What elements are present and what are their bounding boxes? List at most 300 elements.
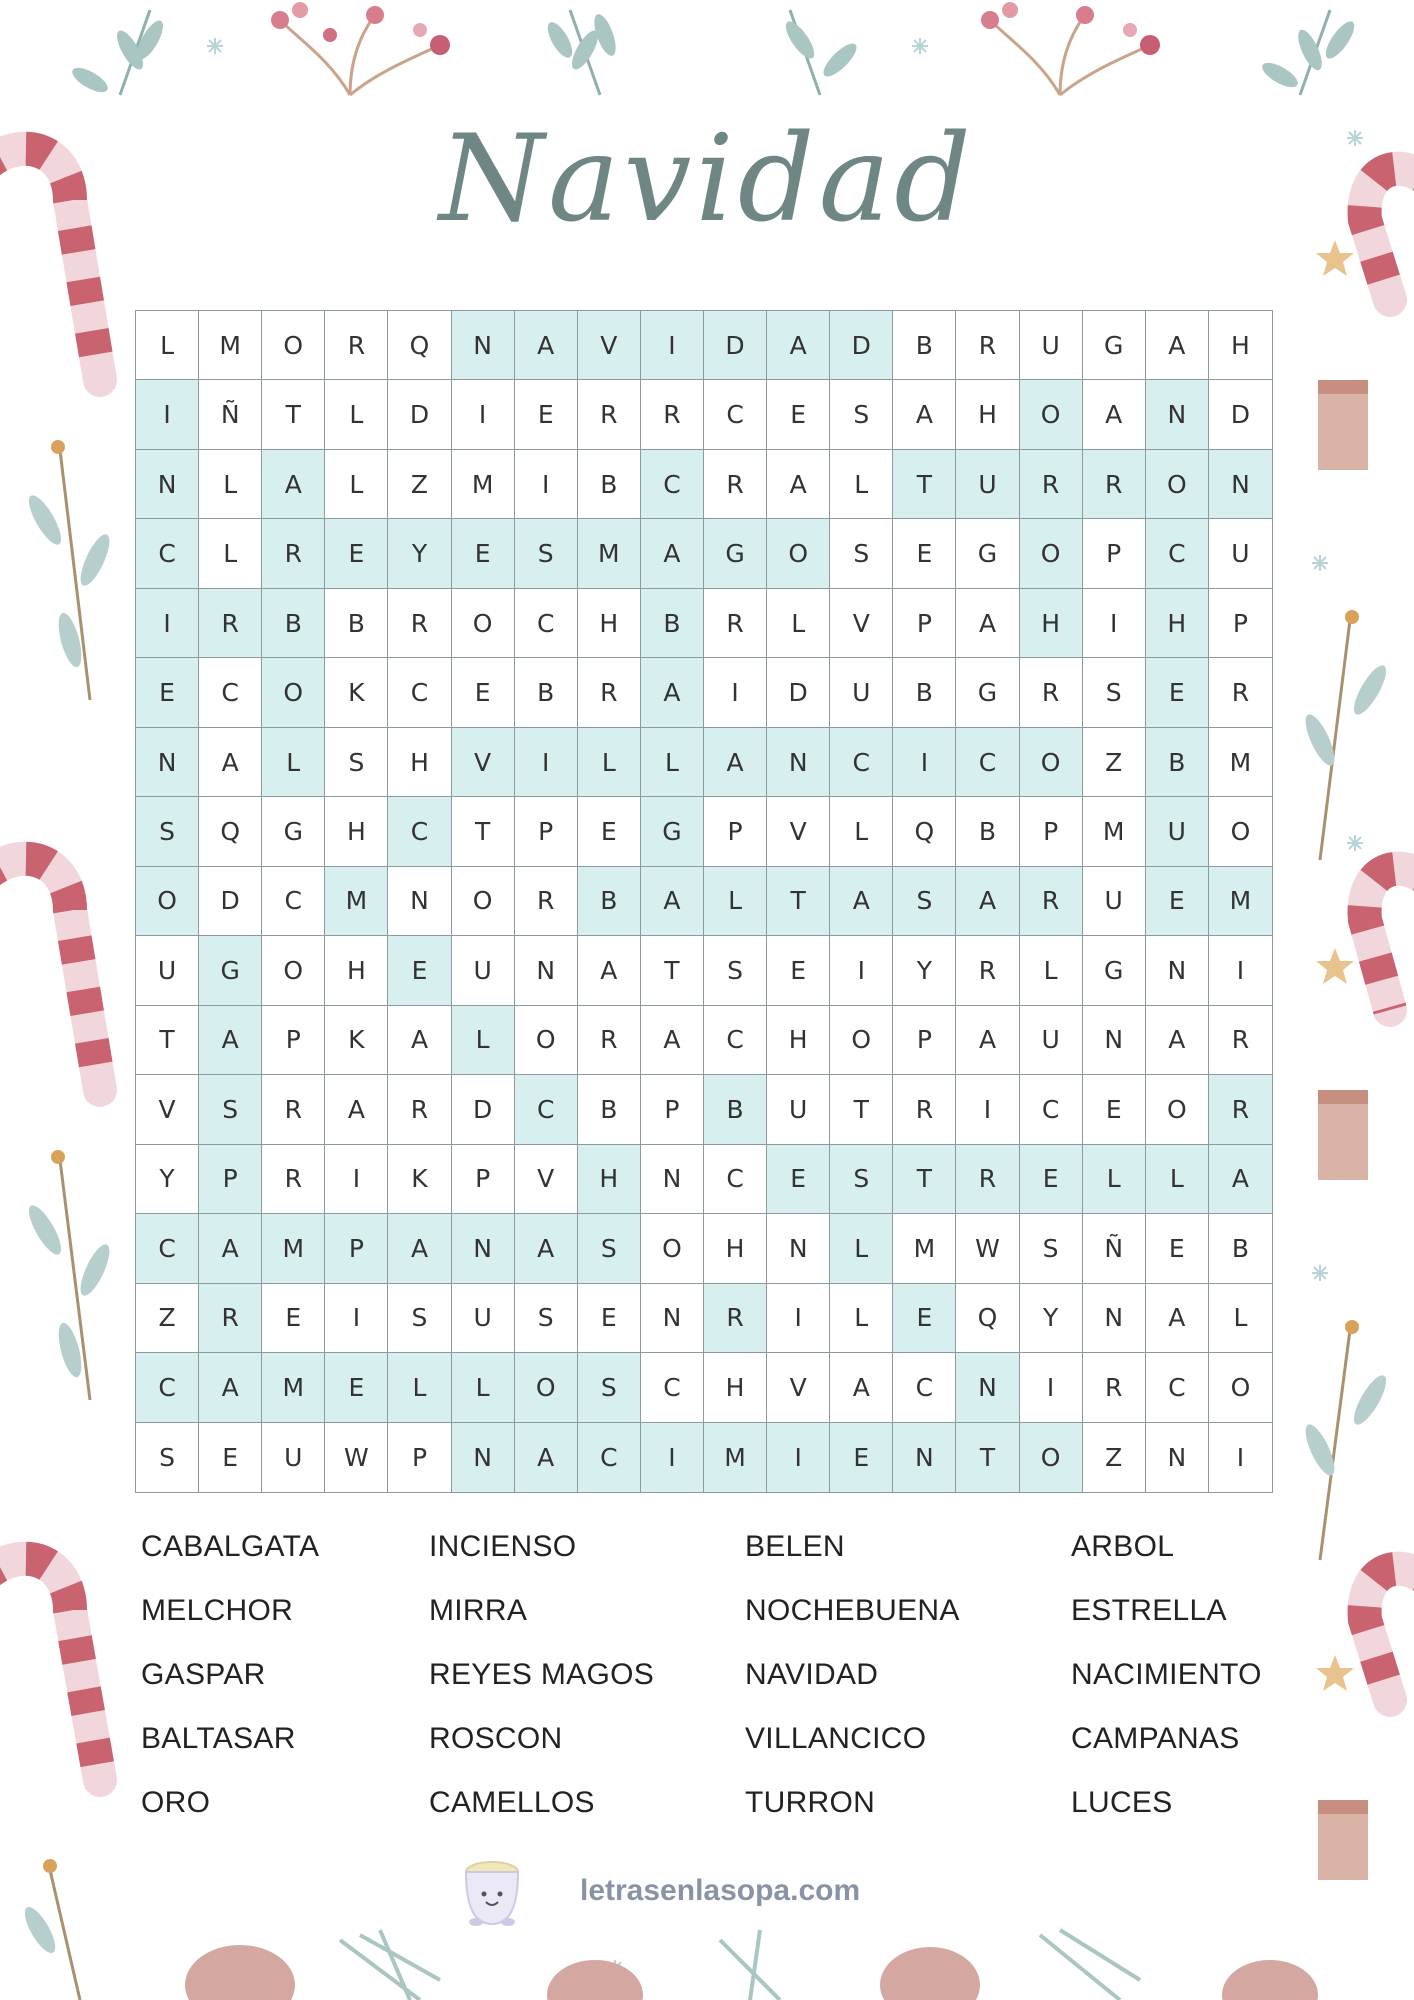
grid-cell: B <box>578 450 641 519</box>
grid-cell: G <box>956 658 1019 727</box>
grid-cell: C <box>704 1006 767 1075</box>
grid-cell: I <box>956 1075 1019 1144</box>
word-list-item: CAMPANAS <box>1071 1722 1240 1755</box>
grid-cell: R <box>262 1075 325 1144</box>
grid-cell: R <box>1020 867 1083 936</box>
grid-cell: C <box>704 1145 767 1214</box>
grid-cell: E <box>452 519 515 588</box>
grid-cell: B <box>1209 1214 1272 1283</box>
grid-cell: A <box>262 450 325 519</box>
grid-cell: C <box>136 1214 199 1283</box>
grid-cell: S <box>1020 1214 1083 1283</box>
grid-cell: U <box>956 450 1019 519</box>
grid-cell: N <box>767 1214 830 1283</box>
grid-cell: L <box>767 589 830 658</box>
grid-cell: O <box>830 1006 893 1075</box>
grid-cell: Z <box>1083 728 1146 797</box>
grid-cell: I <box>515 450 578 519</box>
grid-cell: I <box>136 380 199 449</box>
grid-cell: E <box>767 1145 830 1214</box>
grid-cell: H <box>325 797 388 866</box>
grid-cell: R <box>199 1284 262 1353</box>
grid-cell: N <box>956 1353 1019 1422</box>
grid-cell: P <box>893 589 956 658</box>
grid-cell: I <box>136 589 199 658</box>
gift-box-icon <box>1318 380 1368 470</box>
grid-cell: L <box>1083 1145 1146 1214</box>
grid-cell: S <box>1083 658 1146 727</box>
grid-cell: O <box>1146 450 1209 519</box>
grid-cell: G <box>956 519 1019 588</box>
grid-cell: A <box>956 867 1019 936</box>
grid-cell: L <box>136 311 199 380</box>
grid-cell: A <box>515 1214 578 1283</box>
grid-cell: D <box>388 380 451 449</box>
grid-cell: E <box>830 1423 893 1492</box>
grid-cell: H <box>1209 311 1272 380</box>
leaf-branch-icon <box>23 1150 115 1400</box>
grid-cell: E <box>388 936 451 1005</box>
grid-cell: C <box>515 589 578 658</box>
grid-cell: P <box>515 797 578 866</box>
grid-cell: C <box>704 380 767 449</box>
word-list-item: ROSCON <box>429 1722 563 1755</box>
grid-cell: A <box>767 311 830 380</box>
grid-cell: A <box>830 1353 893 1422</box>
grid-cell: A <box>388 1006 451 1075</box>
grid-cell: P <box>452 1145 515 1214</box>
grid-cell: C <box>1020 1075 1083 1144</box>
word-list-item: ARBOL <box>1071 1530 1175 1563</box>
word-list-item: MIRRA <box>429 1594 528 1627</box>
grid-cell: N <box>452 311 515 380</box>
grid-cell: P <box>1020 797 1083 866</box>
grid-cell: U <box>1083 867 1146 936</box>
grid-cell: N <box>452 1214 515 1283</box>
grid-cell: E <box>1083 1075 1146 1144</box>
grid-cell: E <box>1020 1145 1083 1214</box>
grid-cell: M <box>325 867 388 936</box>
grid-cell: T <box>262 380 325 449</box>
leaf-branch-icon <box>23 440 115 700</box>
grid-cell: L <box>830 797 893 866</box>
grid-cell: N <box>515 936 578 1005</box>
grid-cell: I <box>325 1145 388 1214</box>
grid-cell: N <box>1083 1006 1146 1075</box>
grid-cell: S <box>515 519 578 588</box>
grid-cell: B <box>262 589 325 658</box>
grid-cell: I <box>767 1284 830 1353</box>
grid-cell: I <box>1020 1353 1083 1422</box>
grid-cell: A <box>1146 1006 1209 1075</box>
grid-cell: N <box>1146 380 1209 449</box>
grid-cell: I <box>830 936 893 1005</box>
grid-cell: L <box>452 1353 515 1422</box>
grid-cell: O <box>452 589 515 658</box>
leaf-branch-icon <box>543 10 620 95</box>
grid-cell: A <box>515 311 578 380</box>
grid-cell: O <box>1020 380 1083 449</box>
grid-cell: R <box>578 658 641 727</box>
grid-cell: O <box>515 1006 578 1075</box>
grid-cell: G <box>262 797 325 866</box>
grid-cell: T <box>136 1006 199 1075</box>
word-list-item: CAMELLOS <box>429 1786 595 1819</box>
grid-cell: P <box>1083 519 1146 588</box>
grid-cell: R <box>893 1075 956 1144</box>
grid-cell: M <box>1209 728 1272 797</box>
grid-cell: L <box>199 519 262 588</box>
grid-cell: D <box>199 867 262 936</box>
grid-cell: R <box>325 311 388 380</box>
grid-cell: A <box>1146 1284 1209 1353</box>
grid-cell: E <box>893 519 956 588</box>
berry-sprig-icon <box>271 2 450 95</box>
grid-cell: N <box>641 1145 704 1214</box>
grid-cell: E <box>1146 658 1209 727</box>
grid-cell: P <box>641 1075 704 1144</box>
grid-cell: T <box>641 936 704 1005</box>
grid-cell: D <box>1209 380 1272 449</box>
grid-cell: I <box>641 1423 704 1492</box>
grid-cell: R <box>388 1075 451 1144</box>
grid-cell: A <box>388 1214 451 1283</box>
grid-cell: V <box>452 728 515 797</box>
grid-cell: S <box>136 1423 199 1492</box>
grid-cell: S <box>578 1214 641 1283</box>
grid-cell: Q <box>956 1284 1019 1353</box>
grid-cell: G <box>1083 311 1146 380</box>
grid-cell: I <box>325 1284 388 1353</box>
grid-cell: N <box>136 450 199 519</box>
grid-cell: O <box>1209 797 1272 866</box>
grid-cell: C <box>893 1353 956 1422</box>
grid-cell: S <box>136 797 199 866</box>
grid-cell: P <box>262 1006 325 1075</box>
berry-sprig-icon <box>981 2 1160 95</box>
grid-cell: L <box>1146 1145 1209 1214</box>
candy-cane-icon <box>1365 1569 1414 1700</box>
grid-cell: N <box>1146 936 1209 1005</box>
gift-box-icon <box>1318 1090 1368 1180</box>
grid-cell: H <box>1146 589 1209 658</box>
grid-cell: R <box>578 380 641 449</box>
grid-cell: R <box>1020 450 1083 519</box>
grid-cell: V <box>515 1145 578 1214</box>
grid-cell: B <box>515 658 578 727</box>
grid-cell: A <box>578 936 641 1005</box>
grid-cell: R <box>956 1145 1019 1214</box>
word-search-grid <box>135 310 1273 1493</box>
grid-cell: I <box>1209 936 1272 1005</box>
word-list-item: BALTASAR <box>141 1722 296 1755</box>
grid-cell: S <box>830 380 893 449</box>
grid-cell: B <box>578 867 641 936</box>
grid-cell: S <box>199 1075 262 1144</box>
grid-cell: M <box>893 1214 956 1283</box>
grid-cell: A <box>830 867 893 936</box>
grid-cell: L <box>641 728 704 797</box>
leaf-branch-icon <box>69 10 168 97</box>
candy-cane-icon <box>1365 869 1414 1010</box>
grid-cell: E <box>1146 867 1209 936</box>
grid-cell: B <box>1146 728 1209 797</box>
grid-cell: C <box>956 728 1019 797</box>
grid-cell: N <box>452 1423 515 1492</box>
grid-cell: C <box>515 1075 578 1144</box>
grid-cell: A <box>641 658 704 727</box>
grid-cell: O <box>1020 519 1083 588</box>
word-list-item: NACIMIENTO <box>1071 1658 1262 1691</box>
grid-cell: V <box>136 1075 199 1144</box>
grid-cell: L <box>452 1006 515 1075</box>
grid-cell: S <box>325 728 388 797</box>
grid-cell: N <box>767 728 830 797</box>
grid-cell: H <box>767 1006 830 1075</box>
grid-cell: G <box>704 519 767 588</box>
grid-cell: I <box>1209 1423 1272 1492</box>
grid-cell: N <box>1083 1284 1146 1353</box>
grid-cell: S <box>830 1145 893 1214</box>
grid-cell: R <box>199 589 262 658</box>
grid-cell: A <box>1209 1145 1272 1214</box>
grid-cell: A <box>767 450 830 519</box>
grid-cell: G <box>1083 936 1146 1005</box>
grid-cell: M <box>452 450 515 519</box>
grid-cell: C <box>262 867 325 936</box>
grid-cell: N <box>1209 450 1272 519</box>
leaf-branch-icon <box>1259 10 1359 95</box>
grid-cell: B <box>893 658 956 727</box>
grid-cell: R <box>1209 658 1272 727</box>
grid-cell: U <box>1146 797 1209 866</box>
grid-cell: R <box>704 589 767 658</box>
grid-cell: R <box>262 1145 325 1214</box>
grid-cell: Z <box>388 450 451 519</box>
grid-cell: T <box>452 797 515 866</box>
grid-cell: O <box>515 1353 578 1422</box>
grid-cell: E <box>578 797 641 866</box>
word-list-item: GASPAR <box>141 1658 266 1691</box>
word-list <box>141 1530 1301 1870</box>
grid-cell: T <box>767 867 830 936</box>
grid-cell: H <box>388 728 451 797</box>
word-list-item: INCIENSO <box>429 1530 577 1563</box>
grid-cell: U <box>830 658 893 727</box>
grid-cell: Y <box>136 1145 199 1214</box>
grid-cell: H <box>578 589 641 658</box>
grid-cell: O <box>1020 728 1083 797</box>
grid-cell: Z <box>136 1284 199 1353</box>
grid-cell: S <box>515 1284 578 1353</box>
grid-cell: Z <box>1083 1423 1146 1492</box>
grid-cell: U <box>767 1075 830 1144</box>
grid-cell: C <box>641 450 704 519</box>
grid-cell: L <box>1209 1284 1272 1353</box>
grid-cell: E <box>262 1284 325 1353</box>
candy-cane-icon <box>0 859 100 1090</box>
grid-cell: T <box>956 1423 1019 1492</box>
grid-cell: H <box>578 1145 641 1214</box>
grid-cell: M <box>578 519 641 588</box>
grid-cell: A <box>641 867 704 936</box>
grid-cell: R <box>704 1284 767 1353</box>
grid-cell: O <box>262 658 325 727</box>
grid-cell: D <box>452 1075 515 1144</box>
grid-cell: G <box>641 797 704 866</box>
grid-cell: I <box>515 728 578 797</box>
grid-cell: O <box>767 519 830 588</box>
grid-cell: I <box>704 658 767 727</box>
grid-cell: U <box>1020 311 1083 380</box>
leaf-branch-icon <box>1300 1320 1392 1560</box>
grid-cell: A <box>1083 380 1146 449</box>
grid-cell: D <box>830 311 893 380</box>
grid-cell: L <box>830 450 893 519</box>
grid-cell: L <box>830 1214 893 1283</box>
grid-cell: S <box>830 519 893 588</box>
grid-cell: L <box>1020 936 1083 1005</box>
grid-cell: E <box>893 1284 956 1353</box>
grid-cell: K <box>325 1006 388 1075</box>
grid-cell: L <box>830 1284 893 1353</box>
grid-cell: A <box>515 1423 578 1492</box>
site-url: letrasenlasopa.com <box>580 1874 861 1907</box>
grid-cell: V <box>767 1353 830 1422</box>
grid-cell: Q <box>199 797 262 866</box>
grid-cell: T <box>830 1075 893 1144</box>
grid-cell: B <box>325 589 388 658</box>
grid-cell: H <box>325 936 388 1005</box>
grid-cell: B <box>578 1075 641 1144</box>
word-list-item: ESTRELLA <box>1071 1594 1227 1627</box>
grid-cell: I <box>452 380 515 449</box>
word-list-item: LUCES <box>1071 1786 1173 1819</box>
grid-cell: A <box>956 1006 1019 1075</box>
grid-cell: A <box>199 1006 262 1075</box>
grid-cell: E <box>515 380 578 449</box>
grid-cell: L <box>199 450 262 519</box>
grid-cell: E <box>452 658 515 727</box>
grid-cell: N <box>1146 1423 1209 1492</box>
grid-cell: O <box>136 867 199 936</box>
grid-cell: M <box>262 1353 325 1422</box>
grid-cell: T <box>893 450 956 519</box>
grid-cell: R <box>1020 658 1083 727</box>
grid-cell: E <box>1146 1214 1209 1283</box>
word-list-item: TURRON <box>745 1786 876 1819</box>
grid-cell: B <box>893 311 956 380</box>
word-list-item: MELCHOR <box>141 1594 294 1627</box>
grid-cell: U <box>136 936 199 1005</box>
grid-cell: C <box>136 519 199 588</box>
grid-cell: S <box>388 1284 451 1353</box>
grid-cell: C <box>830 728 893 797</box>
grid-cell: Y <box>1020 1284 1083 1353</box>
grid-cell: H <box>1020 589 1083 658</box>
grid-cell: S <box>578 1353 641 1422</box>
grid-cell: L <box>388 1353 451 1422</box>
grid-cell: D <box>767 658 830 727</box>
grid-cell: H <box>704 1353 767 1422</box>
grid-cell: R <box>1209 1075 1272 1144</box>
leaf-branch-icon <box>340 1930 1140 2000</box>
grid-cell: A <box>199 1353 262 1422</box>
grid-cell: E <box>767 380 830 449</box>
grid-cell: P <box>199 1145 262 1214</box>
grid-cell: U <box>452 936 515 1005</box>
grid-cell: A <box>893 380 956 449</box>
grid-cell: M <box>262 1214 325 1283</box>
grid-cell: Ñ <box>1083 1214 1146 1283</box>
grid-cell: W <box>956 1214 1019 1283</box>
grid-cell: N <box>388 867 451 936</box>
grid-cell: K <box>325 658 388 727</box>
bowl-mascot-icon <box>462 1860 522 1928</box>
grid-cell: E <box>136 658 199 727</box>
grid-cell: U <box>1020 1006 1083 1075</box>
grid-cell: U <box>262 1423 325 1492</box>
grid-cell: R <box>641 380 704 449</box>
grid-cell: U <box>1209 519 1272 588</box>
grid-cell: E <box>325 1353 388 1422</box>
leaf-branch-icon <box>781 10 861 95</box>
grid-cell: R <box>956 936 1019 1005</box>
grid-cell: L <box>578 728 641 797</box>
grid-cell: O <box>262 311 325 380</box>
grid-cell: N <box>641 1284 704 1353</box>
grid-cell: C <box>1146 1353 1209 1422</box>
page-title: Navidad <box>439 110 975 249</box>
grid-cell: A <box>956 589 1019 658</box>
grid-cell: A <box>1146 311 1209 380</box>
grid-cell: C <box>388 658 451 727</box>
grid-cell: Y <box>893 936 956 1005</box>
grid-cell: S <box>893 867 956 936</box>
grid-cell: A <box>325 1075 388 1144</box>
grid-cell: I <box>893 728 956 797</box>
grid-cell: V <box>578 311 641 380</box>
grid-cell: L <box>262 728 325 797</box>
grid-cell: O <box>452 867 515 936</box>
leaf-branch-icon <box>1300 610 1392 860</box>
grid-cell: A <box>704 728 767 797</box>
word-list-item: REYES MAGOS <box>429 1658 655 1691</box>
grid-cell: M <box>1083 797 1146 866</box>
grid-cell: K <box>388 1145 451 1214</box>
grid-cell: P <box>704 797 767 866</box>
grid-cell: A <box>641 1006 704 1075</box>
grid-cell: C <box>199 658 262 727</box>
grid-cell: R <box>1083 1353 1146 1422</box>
grid-cell: E <box>767 936 830 1005</box>
grid-cell: A <box>199 1214 262 1283</box>
grid-cell: O <box>641 1214 704 1283</box>
grid-cell: A <box>641 519 704 588</box>
grid-cell: B <box>641 589 704 658</box>
grid-cell: B <box>956 797 1019 866</box>
grid-cell: Q <box>388 311 451 380</box>
word-list-item: VILLANCICO <box>745 1722 927 1755</box>
grid-cell: P <box>1209 589 1272 658</box>
word-list-item: NOCHEBUENA <box>745 1594 960 1627</box>
grid-cell: R <box>515 867 578 936</box>
grid-cell: R <box>956 311 1019 380</box>
grid-cell: O <box>1020 1423 1083 1492</box>
grid-cell: S <box>704 936 767 1005</box>
grid-cell: Y <box>388 519 451 588</box>
grid-cell: N <box>136 728 199 797</box>
